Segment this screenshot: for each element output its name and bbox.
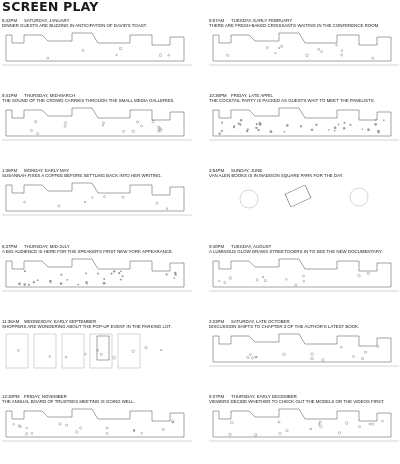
person-figure: [266, 46, 268, 48]
person-figure: [31, 432, 33, 434]
person-figure: [318, 48, 320, 50]
scene-description: THE ANNUAL BOARD OF TRUSTEES MEETING IS GOING WELL.: [2, 399, 135, 405]
person-figure: [278, 47, 280, 49]
person-figure: [65, 356, 67, 358]
person-figure: [218, 133, 220, 135]
person-figure: [281, 45, 283, 47]
person-figure: [221, 122, 223, 124]
person-figure: [132, 130, 135, 133]
person-figure: [218, 280, 220, 282]
person-figure: [247, 356, 249, 358]
person-figure: [35, 121, 38, 124]
scene-description: SHOPPERS ARE WONDERING ABOUT THE POP-UP EVENT IN THE PARKING LOT.: [2, 324, 172, 330]
person-figure: [102, 122, 104, 124]
person-figure: [275, 52, 277, 54]
person-figure: [249, 354, 251, 356]
person-figure: [175, 274, 177, 276]
person-figure: [173, 277, 175, 279]
person-figure: [345, 422, 348, 425]
person-figure: [311, 129, 313, 131]
person-figure: [358, 426, 360, 428]
person-figure: [378, 132, 380, 134]
scene-date: FRIDAY, NOVEMBER: [24, 394, 67, 399]
person-figure: [318, 423, 320, 425]
person-figure: [233, 126, 235, 128]
scene-time: 9:37PM: [209, 394, 225, 399]
person-figure: [25, 432, 28, 435]
scene-panel: [209, 168, 400, 230]
scene-description: VAN ALEN BOOKS IS IN MADISON SQUARE PARK FOR THE DAY.: [209, 173, 344, 179]
person-figure: [321, 51, 323, 53]
person-figure: [256, 279, 258, 281]
scene-description: DINNER GUESTS ARE BUZZING IN ANTICIPATION OF DAVID'S TOAST.: [2, 23, 148, 29]
person-figure: [80, 427, 82, 429]
scene-date: TUESDAY, AUGUST: [231, 244, 272, 249]
person-figure: [75, 431, 78, 434]
person-figure: [375, 119, 377, 121]
section-drawing: [2, 332, 192, 374]
parking-bay: [90, 334, 112, 368]
person-figure: [104, 196, 106, 198]
person-figure: [341, 50, 343, 52]
section-drawing: [209, 31, 399, 73]
person-figure: [334, 127, 337, 130]
person-figure: [118, 272, 120, 274]
person-figure: [283, 353, 286, 356]
scene-time: 3:54PM: [209, 168, 225, 173]
scene-date: THURSDAY, MID-MARCH: [24, 93, 76, 98]
person-figure: [334, 130, 336, 132]
scene-description: THERE ARE FRESH-BAKED CROISSANTS WAITING IN THE CONFERENCE ROOM.: [209, 23, 380, 29]
person-figure: [369, 423, 371, 425]
person-figure: [60, 282, 63, 285]
person-figure: [122, 196, 124, 198]
building-section-outline: [213, 108, 391, 136]
building-section-outline: [213, 33, 391, 61]
person-figure: [383, 119, 385, 121]
person-figure: [67, 279, 69, 281]
person-figure: [229, 433, 232, 436]
scene-description: THE SOUND OF THE CROWD CARRIES THROUGH THE SMALL MEDIA GALLERIES.: [2, 98, 175, 104]
person-figure: [113, 270, 115, 272]
person-figure: [247, 128, 249, 130]
person-figure: [257, 129, 259, 131]
person-figure: [224, 282, 226, 284]
person-figure: [349, 124, 351, 126]
person-figure: [49, 281, 51, 283]
person-figure: [338, 124, 340, 126]
person-figure: [26, 427, 28, 429]
scene-time: 9:41PM: [2, 93, 18, 98]
parking-bay: [6, 334, 28, 368]
person-figure: [64, 125, 66, 127]
section-drawing: [2, 407, 192, 449]
book-kiosk: [285, 185, 311, 207]
person-figure: [306, 54, 309, 57]
building-section-outline: [6, 183, 184, 211]
scene-description: VIEWERS DECIDE WHETHER TO CHECK OUT THE MODELS OR THE VIDEOS FIRST.: [209, 399, 385, 405]
person-figure: [17, 349, 19, 351]
scene-date: SATURDAY, JANUARY: [24, 18, 70, 23]
scene-time: 9:40PM: [209, 244, 225, 249]
person-figure: [102, 124, 104, 126]
scene-panel: [209, 244, 400, 306]
person-figure: [240, 119, 243, 122]
person-figure: [264, 280, 266, 282]
section-drawing: [209, 407, 399, 449]
scene-panel: [209, 18, 400, 80]
person-figure: [382, 420, 384, 422]
person-figure: [18, 283, 21, 286]
person-figure: [377, 345, 379, 347]
person-figure: [60, 274, 62, 276]
person-figure: [311, 353, 314, 356]
parking-bay: [34, 334, 56, 368]
person-figure: [97, 273, 99, 275]
tree-canopy: [350, 188, 368, 206]
scene-description: A BIG AUDIENCE IS HERE FOR THE SPEAKER'S FIRST NEW YORK APPEARANCE.: [2, 249, 174, 255]
section-drawing: [2, 257, 192, 299]
person-figure: [103, 282, 106, 285]
scene-panel: [2, 319, 197, 381]
section-drawing: [2, 181, 192, 223]
person-figure: [227, 54, 229, 56]
person-figure: [353, 356, 355, 358]
scene-panel: [2, 394, 197, 456]
person-figure: [338, 432, 340, 434]
person-figure: [106, 432, 108, 434]
person-figure: [24, 270, 26, 272]
person-figure: [300, 125, 302, 127]
person-figure: [251, 357, 253, 359]
scene-date: TUESDAY, EARLY FEBRUARY: [231, 18, 293, 23]
person-figure: [343, 127, 346, 130]
person-figure: [64, 122, 66, 124]
scene-description: A LUMINOUS GLOW DRAWS STREETGOERS IN TO SEE THE NEW DOCUMENTARY.: [209, 249, 383, 255]
building-section-outline: [213, 259, 391, 287]
person-figure: [160, 129, 163, 132]
person-figure: [132, 350, 135, 353]
scene-time: 8:42PM: [2, 18, 18, 23]
person-figure: [84, 353, 86, 355]
person-figure: [58, 205, 60, 207]
person-figure: [116, 54, 118, 56]
scene-panel: [209, 394, 400, 456]
person-figure: [47, 57, 49, 59]
person-figure: [286, 429, 289, 432]
scene-panel: [2, 168, 197, 230]
person-figure: [256, 123, 258, 125]
person-figure: [230, 421, 233, 424]
person-figure: [92, 197, 94, 199]
scene-time: 10:36PM: [209, 93, 227, 98]
section-drawing: [209, 332, 399, 374]
person-figure: [262, 276, 264, 278]
person-figure: [364, 351, 366, 353]
person-figure: [221, 130, 223, 132]
person-figure: [343, 122, 345, 124]
person-figure: [82, 49, 84, 51]
person-figure: [315, 124, 317, 126]
person-figure: [302, 275, 304, 277]
person-figure: [49, 356, 51, 358]
scene-description: SUSANNAH FIXES A COFFEE BEFORE SETTLING BACK INTO HER WRITING.: [2, 173, 162, 179]
scene-date: SATURDAY, LATE OCTOBER: [231, 319, 290, 324]
person-figure: [174, 272, 177, 275]
scene-date: MONDAY, EARLY MAY: [24, 168, 70, 173]
person-figure: [367, 128, 370, 131]
person-figure: [358, 275, 361, 278]
scene-time: 2:23PM: [209, 319, 225, 324]
person-figure: [84, 201, 86, 203]
person-figure: [65, 424, 67, 426]
person-figure: [254, 433, 257, 436]
person-figure: [120, 279, 122, 281]
person-figure: [286, 124, 289, 127]
person-figure: [229, 277, 232, 280]
person-figure: [168, 54, 170, 56]
person-figure: [372, 423, 374, 425]
person-figure: [37, 279, 39, 281]
scene-panel: [2, 244, 197, 306]
person-figure: [310, 428, 312, 430]
scene-date: SUNDAY, JUNE: [231, 168, 263, 173]
person-figure: [23, 283, 26, 286]
person-figure: [270, 130, 273, 133]
person-figure: [85, 272, 87, 274]
person-figure: [36, 133, 38, 135]
person-figure: [28, 284, 30, 286]
person-figure: [110, 273, 112, 275]
person-figure: [166, 208, 168, 210]
scene-description: DISCUSSION SHIFTS TO CHAPTER 3 OF THE AUTHOR'S LATEST BOOK.: [209, 324, 360, 330]
person-figure: [152, 120, 154, 122]
person-figure: [319, 421, 321, 423]
scene-date: WEDNESDAY, EARLY SEPTEMBER: [24, 319, 97, 324]
scene-panel: [209, 319, 400, 381]
scene-panel: [2, 18, 197, 80]
parking-bay: [62, 334, 84, 368]
scene-time: 1:36PM: [2, 168, 18, 173]
person-figure: [158, 130, 160, 132]
person-figure: [372, 57, 374, 59]
person-figure: [336, 44, 338, 46]
section-drawing: [2, 106, 192, 148]
person-figure: [320, 425, 323, 428]
scene-time: 11:36AM: [2, 319, 20, 324]
building-section-outline: [213, 334, 391, 362]
person-figure: [145, 346, 148, 349]
person-figure: [284, 131, 286, 133]
person-figure: [255, 127, 257, 129]
scene-panel: [209, 93, 400, 155]
person-figure: [30, 129, 32, 131]
person-figure: [279, 432, 281, 434]
person-figure: [159, 54, 162, 57]
person-figure: [361, 357, 363, 359]
scene-time: 9:57AM: [209, 18, 225, 23]
person-figure: [77, 284, 79, 286]
person-figure: [160, 349, 162, 351]
building-section-outline: [213, 409, 391, 437]
section-drawing: [209, 257, 399, 299]
scene-time: 12:30PM: [2, 394, 20, 399]
person-figure: [33, 281, 35, 283]
building-section-outline: [6, 108, 184, 136]
person-figure: [340, 346, 342, 348]
person-figure: [322, 359, 325, 362]
section-drawing: [2, 31, 192, 73]
person-figure: [86, 283, 88, 285]
scene-date: THURSDAY, EARLY DECEMBER: [231, 394, 297, 399]
person-figure: [103, 278, 105, 280]
person-figure: [119, 47, 122, 50]
scene-date: THURSDAY, MID-JULY: [24, 244, 70, 249]
person-figure: [141, 125, 143, 127]
building-section-outline: [6, 259, 184, 287]
person-figure: [59, 423, 61, 425]
scene-time: 6:37PM: [2, 244, 18, 249]
parked-car: [97, 336, 109, 360]
person-figure: [120, 270, 122, 272]
person-figure: [18, 425, 20, 427]
person-figure: [295, 284, 297, 286]
person-figure: [239, 124, 241, 126]
person-figure: [328, 129, 330, 131]
person-figure: [13, 423, 15, 425]
person-figure: [141, 432, 143, 434]
section-drawing: [209, 106, 399, 148]
person-figure: [156, 202, 158, 204]
person-figure: [362, 128, 364, 130]
building-section-outline: [6, 33, 184, 61]
scene-panel: [2, 93, 197, 155]
parking-bay: [118, 334, 140, 368]
person-figure: [259, 123, 262, 126]
person-figure: [286, 279, 288, 281]
person-figure: [311, 357, 314, 360]
scene-date: FRIDAY, LATE APRIL: [231, 93, 273, 98]
person-figure: [278, 421, 280, 423]
person-figure: [106, 427, 108, 429]
person-figure: [341, 54, 343, 56]
section-drawing: [209, 181, 399, 223]
page-title: SCREEN PLAY: [2, 0, 99, 14]
person-figure: [166, 273, 168, 275]
person-figure: [24, 201, 26, 203]
tree-canopy: [240, 190, 258, 208]
person-figure: [122, 275, 124, 277]
scene-description: THE COCKTAIL PARTY IS PACKED AS GUESTS WAIT TO MEET THE PANELISTS.: [209, 98, 375, 104]
person-figure: [113, 356, 116, 359]
person-figure: [162, 428, 164, 430]
person-figure: [303, 280, 305, 282]
person-figure: [367, 272, 370, 275]
person-figure: [374, 123, 377, 126]
person-figure: [136, 121, 138, 123]
person-figure: [123, 130, 125, 132]
person-figure: [171, 420, 174, 423]
person-figure: [100, 353, 102, 355]
